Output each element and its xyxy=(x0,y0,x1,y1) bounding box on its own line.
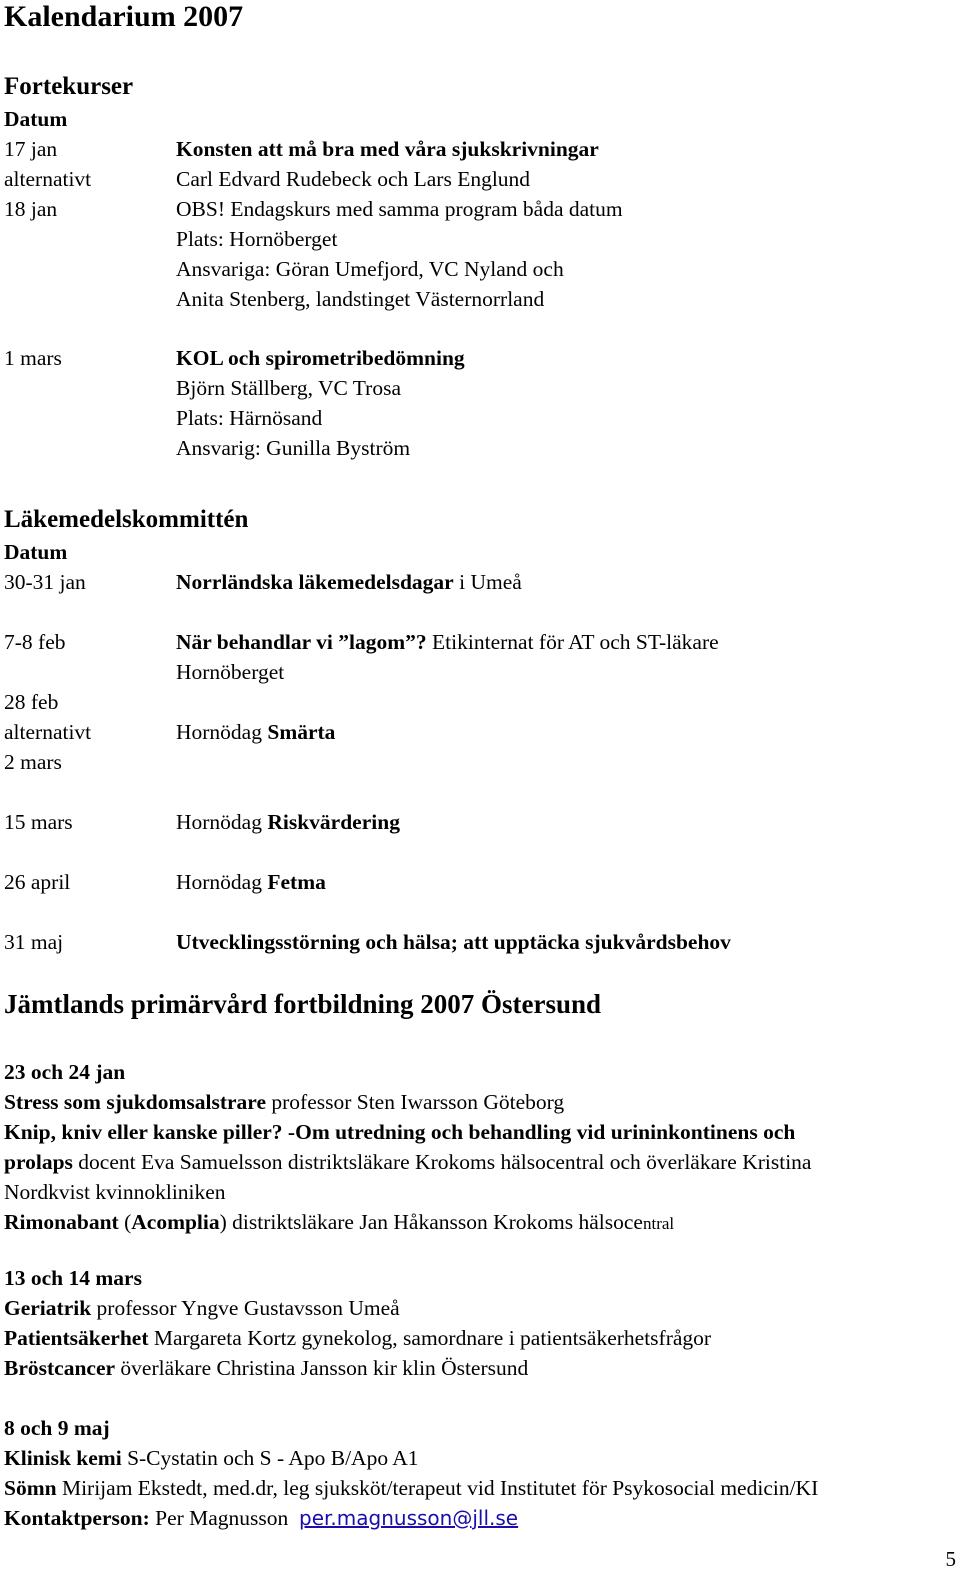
fortekurser-row: 17 jan Konsten att må bra med våra sjukskrivningar xyxy=(4,137,599,161)
fortekurser-row: 1 mars KOL och spirometribedömning xyxy=(4,346,465,370)
fortekurser-datum-label: Datum xyxy=(4,107,68,131)
program-line: Klinisk kemi S-Cystatin och S - Apo B/Apo A1 xyxy=(4,1446,419,1470)
lakemedel-row: 30-31 jan Norrländska läkemedelsdagar i Umeå xyxy=(4,570,522,594)
session-date: 23 och 24 jan xyxy=(4,1060,126,1084)
lakemedel-row: 7-8 feb När behandlar vi ”lagom”? Etikinternat för AT och ST-läkare xyxy=(4,630,719,654)
lakemedel-row: 15 mars Hornödag Riskvärdering xyxy=(4,810,400,834)
fortekurser-row: Ansvarig: Gunilla Byström xyxy=(176,436,411,460)
page-number: 5 xyxy=(945,1547,956,1571)
program-line: Patientsäkerhet Margareta Kortz gynekolog, samordnare i patientsäkerhetsfrågor xyxy=(4,1326,712,1350)
email-link[interactable]: per.magnusson@jll.se xyxy=(299,1506,519,1530)
page-title: Kalendarium 2007 xyxy=(4,0,244,33)
program-line: Nordkvist kvinnokliniken xyxy=(4,1180,226,1204)
fortekurser-row: Björn Ställberg, VC Trosa xyxy=(176,376,401,400)
program-line: Sömn Mirijam Ekstedt, med.dr, leg sjuksköt/terapeut vid Institutet för Psykosocial medicin/KI xyxy=(4,1476,819,1500)
fortekurser-row: Plats: Hornöberget xyxy=(176,227,338,251)
session-date: 13 och 14 mars xyxy=(4,1266,142,1290)
lakemedel-row: 28 feb xyxy=(4,690,59,714)
fortekurser-heading: Fortekurser xyxy=(4,73,134,100)
lakemedel-datum-label: Datum xyxy=(4,540,68,564)
contact-name: Per Magnusson xyxy=(149,1506,300,1530)
program-line: Bröstcancer överläkare Christina Jansson kir klin Östersund xyxy=(4,1356,529,1380)
program-line: Rimonabant (Acomplia) distriktsläkare Jan Håkansson Krokoms hälsocentral xyxy=(4,1210,675,1234)
fortekurser-row: alternativt Carl Edvard Rudebeck och Lars Englund xyxy=(4,167,531,191)
program-line: prolaps docent Eva Samuelsson distriktsläkare Krokoms hälsocentral och överläkare Kristina xyxy=(4,1150,812,1174)
program-line: Stress som sjukdomsalstrare professor Sten Iwarsson Göteborg xyxy=(4,1090,565,1114)
session-date: 8 och 9 maj xyxy=(4,1416,110,1440)
lakemedel-row: 2 mars xyxy=(4,750,62,774)
fortekurser-row: Anita Stenberg, landstinget Västernorrland xyxy=(176,287,545,311)
lakemedel-row: Hornöberget xyxy=(176,660,285,684)
jamtland-heading: Jämtlands primärvård fortbildning 2007 Östersund xyxy=(4,989,602,1019)
lakemedel-row: 31 maj Utvecklingsstörning och hälsa; att upptäcka sjukvårdsbehov xyxy=(4,930,731,954)
fortekurser-row: Plats: Härnösand xyxy=(176,406,323,430)
program-line: Knip, kniv eller kanske piller? -Om utredning och behandling vid urininkontinens och xyxy=(4,1120,796,1144)
lakemedel-row: alternativt Hornödag Smärta xyxy=(4,720,336,744)
fortekurser-row: Ansvariga: Göran Umefjord, VC Nyland och xyxy=(176,257,564,281)
lakemedel-heading: Läkemedelskommittén xyxy=(4,506,249,533)
fortekurser-row: 18 jan OBS! Endagskurs med samma program båda datum xyxy=(4,197,623,221)
lakemedel-row: 26 april Hornödag Fetma xyxy=(4,870,326,894)
contact-label: Kontaktperson: xyxy=(4,1506,150,1530)
contact-line xyxy=(4,1503,518,1533)
program-line: Geriatrik professor Yngve Gustavsson Umeå xyxy=(4,1296,400,1320)
